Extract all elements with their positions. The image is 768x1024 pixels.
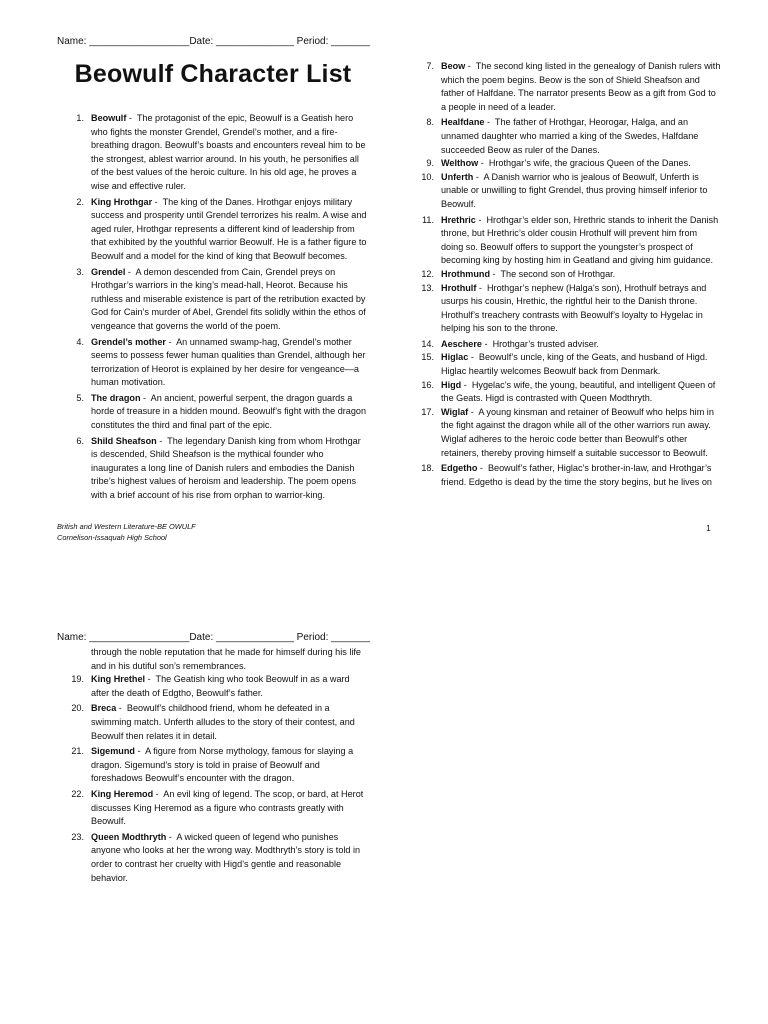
item-number: 6. — [76, 435, 84, 446]
list-item: 8. Healfdane - The father of Hrothgar, Heorogar, Halga, and an unnamed daughter who married a king of the Swedes, Halfdane succeeded Beow as ruler of the Danes. — [413, 116, 721, 157]
character-description: The protagonist of the epic, Beowulf is a Geatish hero who fights the monster Grendel, Grendel’s mother, and a fire-breathing dragon. Beowulf’s boasts and encounters reveal him to be the strongest, ablest warrior around. In his youth, he personifies all of the best values of the heroic culture. In his old age, he proves a wise and effective ruler. — [91, 113, 366, 191]
item-number: 7. — [426, 61, 434, 71]
character-description: The king of the Danes. Hrothgar enjoys military success and prosperity until Grendel terrorizes his realm. A wise and aged ruler, Hrothgar represents a different kind of leadership from that exhibited by the youthful warrior Beowulf. He is a father figure to Beowulf and a model for the kind of king that Beowulf becomes. — [91, 196, 367, 261]
character-list-left-column — [63, 112, 368, 505]
footer-school: Cornelison-Issaquah High School — [57, 533, 167, 542]
character-description: Hrothgar’s wife, the gracious Queen of the Danes. — [488, 158, 691, 169]
character-description: Beowulf’s uncle, king of the Geats, and husband of Higd. Higlac heartily welcomes Beowulf back from Denmark. — [441, 352, 708, 377]
list-item: 1. Beowulf - The protagonist of the epic, Beowulf is a Geatish hero who fights the monster Grendel, Grendel’s mother, and a fire-breathing dragon. Beowulf’s boasts and encounters reveal him to be the strongest, ablest warrior around. In his youth, he personifies all of the best values of the heroic culture. In his old age, he proves a wise and effective ruler. — [63, 112, 368, 194]
character-description: The Geatish king who took Beowulf in as a ward after the death of Edgtho, Beowulf’s father. — [91, 674, 350, 698]
item-number: 14. — [421, 338, 434, 349]
list-item: 22. King Heremod - An evil king of legend. The scop, or bard, at Herot discusses King Heremod as a figure who contrasts greatly with Beowulf. — [63, 788, 368, 829]
character-name: King Hrothgar — [91, 196, 153, 207]
character-description: Hrothgar’s elder son, Hrethric stands to inherit the Danish throne, but Hrethric’s older cousin Hrothulf will prevent him from doing so. Beowulf offers to support the youngster’s prospect of becoming king by hosting him in Geatland and giving him guidance. — [441, 214, 719, 266]
item-number: 5. — [76, 392, 84, 403]
character-description: An ancient, powerful serpent, the dragon guards a horde of treasure in a hidden mound. Beowulf’s fight with the dragon constitutes the third and final part of the epic. — [91, 392, 367, 431]
character-description: Beowulf’s father, Higlac’s brother-in-law, and Hrothgar’s friend. Edgetho is dead by the time the story begins, but he lives on — [441, 463, 712, 487]
character-description: A figure from Norse mythology, famous for slaying a dragon. Sigemund’s story is told in praise of Beowulf and foreshadows Beowulf’s encounter with the dragon. — [91, 746, 354, 784]
item-number: 19. — [71, 674, 84, 685]
character-name: Sigemund — [91, 746, 135, 757]
character-description: A wicked queen of legend who punishes anyone who looks at her the wrong way. Modthryth’s story is told in order to contrast her cruelty with Higd’s gentle and reasonable behavior. — [91, 831, 361, 883]
character-description: Hrothgar’s trusted adviser. — [492, 338, 599, 349]
character-name: Wiglaf — [441, 406, 469, 417]
character-description: Hygelac’s wife, the young, beautiful, and intelligent Queen of the Geats. Higd is contrasted with Queen Modthryth. — [441, 379, 716, 404]
character-name: Hrothulf — [441, 282, 477, 293]
item-number: 18. — [421, 463, 434, 474]
item-number: 22. — [71, 788, 84, 799]
character-description: Beowulf’s childhood friend, whom he defeated in a swimming match. Unferth alludes to the story of their contest, and Beowulf then relates it in detail. — [91, 703, 355, 741]
character-name: Edgetho — [441, 463, 478, 474]
character-name: Hrothmund — [441, 268, 490, 279]
list-item: 2. King Hrothgar - The king of the Danes. Hrothgar enjoys military success and prosperity until Grendel terrorizes his realm. A wise and aged ruler, Hrothgar represents a different kind of leadership from that exhibited by the youthful warrior Beowulf. He is a father figure to Beowulf and a model for the kind of king that Beowulf becomes. — [63, 196, 368, 264]
character-description: A Danish warrior who is jealous of Beowulf, Unferth is unable or unwilling to fight Grendel, thus proving himself inferior to Beowulf. — [441, 171, 708, 209]
character-name: Beow — [441, 61, 466, 71]
item-number: 1. — [76, 113, 84, 123]
list-item: 12. Hrothmund - The second son of Hrothgar. — [413, 268, 721, 282]
item-number: 2. — [76, 196, 84, 207]
list-item: 11. Hrethric - Hrothgar’s elder son, Hrethric stands to inherit the Danish throne, but Hrethric’s older cousin Hrothulf will prevent him from doing so. Beowulf offers to support the youngster’s prospect of becoming king by hosting him in Geatland and giving him guidance. — [413, 214, 721, 268]
item-number: 20. — [71, 703, 84, 714]
page-footer — [57, 521, 196, 543]
character-name: Welthow — [441, 158, 479, 169]
item-number: 12. — [421, 268, 434, 279]
item-number: 21. — [71, 746, 84, 757]
character-description: An evil king of legend. The scop, or bard, at Herot discusses King Heremod as a figure who contrasts greatly with Beowulf. — [91, 788, 364, 827]
item-number: 17. — [421, 406, 434, 417]
item-number: 11. — [422, 214, 434, 225]
item-number: 8. — [426, 117, 434, 128]
list-item: 21. Sigemund - A figure from Norse mythology, famous for slaying a dragon. Sigemund’s story is told in praise of Beowulf and foreshadows Beowulf’s encounter with the dragon. — [63, 745, 368, 786]
character-description: The second son of Hrothgar. — [500, 268, 616, 279]
item-number: 3. — [76, 266, 84, 277]
list-item: 20. Breca - Beowulf’s childhood friend, whom he defeated in a swimming match. Unferth alludes to the story of their contest, and Beowulf then relates it in detail. — [63, 702, 368, 743]
list-item: 16. Higd - Hygelac’s wife, the young, beautiful, and intelligent Queen of the Geats. Higd is contrasted with Queen Modthryth. — [413, 379, 721, 406]
list-item: 18. Edgetho - Beowulf’s father, Higlac’s brother-in-law, and Hrothgar’s friend. Edgetho is dead by the time the story begins, but he lives on — [413, 462, 721, 489]
continued-description: through the noble reputation that he made for himself during his life and in his dutiful son’s remembrances. — [91, 647, 361, 671]
list-item: 3. Grendel - A demon descended from Cain, Grendel preys on Hrothgar’s warriors in the king’s mead-hall, Heorot. Because his ruthless and miserable existence is part of the retribution exacted by God for Cain’s murder of Abel, Grendel fits solidly within the ethos of vengeance that governs the world of the poem. — [63, 266, 368, 334]
character-name: King Heremod — [91, 788, 154, 799]
character-name: King Hrethel — [91, 674, 146, 685]
character-description: Hrothgar’s nephew (Halga’s son), Hrothulf betrays and usurps his cousin, Hrethic, the rightful heir to the Danish throne. Hrothulf’s treachery contrasts with Beowulf’s loyalty to Hygelac in helping his son to the throne. — [441, 282, 707, 334]
name-date-period-line: Name: __________________Date: ______________ Period: _______ — [57, 36, 371, 47]
list-item: 19. King Hrethel - The Geatish king who took Beowulf in as a ward after the death of Edgtho, Beowulf’s father. — [63, 673, 368, 700]
character-description: An unnamed swamp-hag, Grendel’s mother seems to possess fewer human qualities than Grendel, although her terrorization of Heorot is explained by her desire for vengeance—a human motivation. — [91, 336, 366, 388]
list-item: 6. Shild Sheafson - The legendary Danish king from whom Hrothgar is descended, Shild Sheafson is the mythical founder who inaugurates a long line of Danish rulers and embodies the Danish tribe’s highest values of heroism and leadership. The poem opens with a brief account of his rise from orphan to warrior-king. — [63, 435, 368, 503]
character-list-continued — [63, 646, 368, 887]
document-page-2 — [0, 590, 768, 1024]
character-description: A demon descended from Cain, Grendel preys on Hrothgar’s warriors in the king’s mead-hall, Heorot. Because his ruthless and miserable existence is part of the retribution exacted by God for Cain’s murder of Abel, Grendel fits solidly within the ethos of vengeance that governs the world of the poem. — [91, 266, 366, 331]
character-description: The father of Hrothgar, Heorogar, Halga, and an unnamed daughter who married a king of the Swedes, Halfdane succeeded Beow as ruler of the Danes. — [441, 117, 699, 155]
character-name: Grendel’s mother — [91, 336, 166, 347]
character-name: Grendel — [91, 266, 126, 277]
name-date-period-line: Name: __________________Date: ______________ Period: _______ — [57, 632, 371, 643]
item-number: 15. — [421, 352, 434, 363]
character-description: A young kinsman and retainer of Beowulf who helps him in the fight against the dragon while all of the other warriors run away. Wiglaf adheres to the heroic code better than Beowulf’s other retainers, thereby proving himself a suitable successor to Beowulf. — [441, 406, 714, 458]
character-name: Unferth — [441, 171, 474, 182]
list-item: 4. Grendel’s mother - An unnamed swamp-hag, Grendel’s mother seems to possess fewer human qualities than Grendel, although her terrorization of Heorot is explained by her desire for vengeance—a human motivation. — [63, 336, 368, 390]
list-item: 15. Higlac - Beowulf’s uncle, king of the Geats, and husband of Higd. Higlac heartily welcomes Beowulf back from Denmark. — [413, 351, 721, 378]
character-list-right-column — [413, 60, 721, 489]
character-name: Hrethric — [441, 214, 476, 225]
character-name: Shild Sheafson — [91, 435, 157, 446]
list-item: 7. Beow - The second king listed in the genealogy of Danish rulers with which the poem begins. Beow is the son of Shield Sheafson and father of Halfdane. The narrator presents Beow as a gift from God to a people in need of a leader. — [413, 60, 721, 114]
footer-course: British and Western Literature-BE OWULF — [57, 522, 196, 531]
item-number: 10. — [421, 171, 434, 182]
character-name: Healfdane — [441, 117, 485, 128]
list-item: 23. Queen Modthryth - A wicked queen of legend who punishes anyone who looks at her the wrong way. Modthryth’s story is told in order to contrast her cruelty with Higd’s gentle and reasonable behavior. — [63, 831, 368, 885]
list-item: 13. Hrothulf - Hrothgar’s nephew (Halga’s son), Hrothulf betrays and usurps his cousin, Hrethic, the rightful heir to the Danish throne. Hrothulf’s treachery contrasts with Beowulf’s loyalty to Hygelac in helping his son to the throne. — [413, 282, 721, 336]
item-number: 16. — [421, 379, 434, 390]
page-number: 1 — [706, 523, 711, 533]
character-description: The legendary Danish king from whom Hrothgar is descended, Shild Sheafson is the mythical founder who inaugurates a long line of Danish rulers and embodies the Danish tribe’s highest values of heroism and leadership. The poem opens with a brief account of his rise from orphan to warrior-king. — [91, 435, 361, 501]
item-number: 23. — [71, 831, 84, 842]
character-name: Higd — [441, 379, 462, 390]
character-name: Queen Modthryth — [91, 831, 167, 842]
character-description: The second king listed in the genealogy of Danish rulers with which the poem begins. Beow is the son of Shield Sheafson and father of Halfdane. The narrator presents Beow as a gift from God to a people in need of a leader. — [441, 61, 721, 112]
character-name: Breca — [91, 703, 117, 714]
list-item: 14. Aeschere - Hrothgar’s trusted adviser. — [413, 338, 721, 352]
list-item: 5. The dragon - An ancient, powerful serpent, the dragon guards a horde of treasure in a hidden mound. Beowulf’s fight with the dragon constitutes the third and final part of the epic. — [63, 392, 368, 433]
page-title: Beowulf Character List — [74, 60, 352, 88]
item-number: 4. — [76, 336, 84, 347]
list-item: 9. Welthow - Hrothgar’s wife, the gracious Queen of the Danes. — [413, 157, 721, 171]
list-item: 10. Unferth - A Danish warrior who is jealous of Beowulf, Unferth is unable or unwilling to fight Grendel, thus proving himself inferior to Beowulf. — [413, 171, 721, 212]
character-name: Aeschere — [441, 338, 482, 349]
character-name: The dragon — [91, 392, 141, 403]
character-name: Higlac — [441, 352, 469, 363]
character-name: Beowulf — [91, 113, 127, 123]
item-number: 13. — [421, 282, 434, 293]
list-item: 17. Wiglaf - A young kinsman and retainer of Beowulf who helps him in the fight against the dragon while all of the other warriors run away. Wiglaf adheres to the heroic code better than Beowulf’s other retainers, thereby proving himself a suitable successor to Beowulf. — [413, 406, 721, 460]
item-number: 9. — [426, 158, 434, 169]
